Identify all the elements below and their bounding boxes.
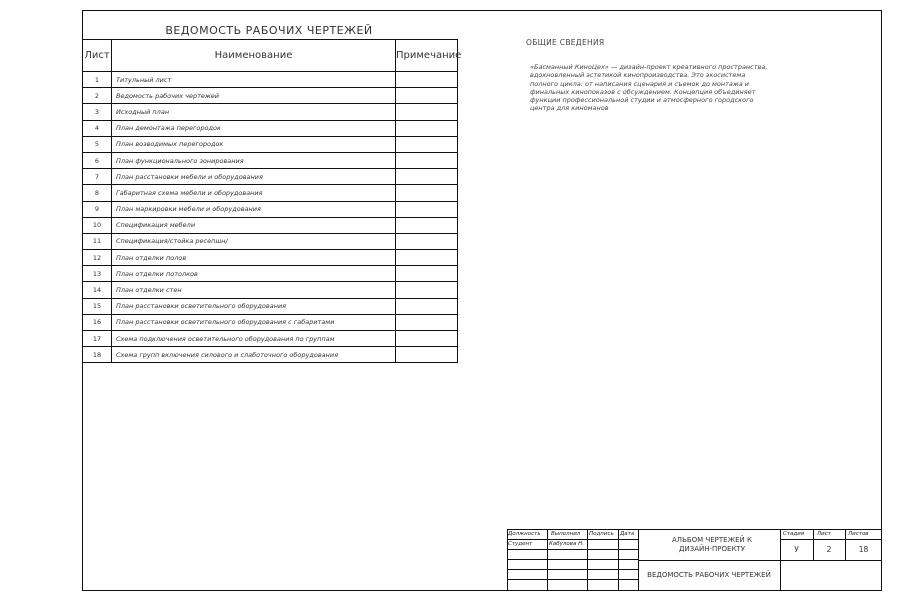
row-drawing-name: План возводимых перегородок xyxy=(112,136,396,152)
row-drawing-name: Ведомость рабочих чертежей xyxy=(112,88,396,104)
column-header-sheet: Лист xyxy=(83,40,112,72)
row-drawing-name: Титульный лист xyxy=(112,72,396,88)
row-drawing-name: Спецификация/стойка ресепшн/ xyxy=(112,233,396,249)
table-row xyxy=(83,298,458,314)
table-row xyxy=(83,347,458,363)
sheets-value: 18 xyxy=(858,545,869,554)
row-note xyxy=(396,266,458,282)
table-row xyxy=(83,104,458,120)
row-sheet-number: 11 xyxy=(83,233,112,249)
header-sheet: Лист xyxy=(817,531,831,537)
table-row xyxy=(83,120,458,136)
row-sheet-number: 6 xyxy=(83,152,112,168)
row-sheet-number: 17 xyxy=(83,331,112,347)
row-note xyxy=(396,120,458,136)
row-drawing-name: Исходный план xyxy=(112,104,396,120)
grid-line xyxy=(638,560,882,561)
row-note xyxy=(396,72,458,88)
grid-line xyxy=(507,539,638,540)
grid-line xyxy=(780,560,781,591)
table-row xyxy=(83,233,458,249)
row-drawing-name: Габаритная схема мебели и оборудования xyxy=(112,185,396,201)
row-sheet-number: 9 xyxy=(83,201,112,217)
row-drawing-name: План маркировки мебели и оборудования xyxy=(112,201,396,217)
row-sheet-number: 14 xyxy=(83,282,112,298)
row-sheet-number: 18 xyxy=(83,347,112,363)
row-drawing-name: План демонтажа перегородок xyxy=(112,120,396,136)
row-drawing-name: План отделки потолков xyxy=(112,266,396,282)
row-sheet-number: 7 xyxy=(83,169,112,185)
row-note xyxy=(396,347,458,363)
row-note xyxy=(396,331,458,347)
row-note xyxy=(396,298,458,314)
header-performed: Выполнил xyxy=(551,531,581,537)
sheet-name: ВЕДОМОСТЬ РАБОЧИХ ЧЕРТЕЖЕЙ xyxy=(647,571,771,579)
table-row xyxy=(83,169,458,185)
grid-line xyxy=(507,549,638,550)
general-info-heading: ОБЩИЕ СВЕДЕНИЯ xyxy=(526,38,605,47)
row-drawing-name: План расстановки мебели и оборудования xyxy=(112,169,396,185)
table-row xyxy=(83,136,458,152)
grid-line xyxy=(507,559,638,560)
row-sheet-number: 8 xyxy=(83,185,112,201)
table-row xyxy=(83,266,458,282)
row-sheet-number: 3 xyxy=(83,104,112,120)
row-drawing-name: Схема подключения осветительного оборудования по группам xyxy=(112,331,396,347)
column-header-note: Примечание xyxy=(396,40,458,72)
row-note xyxy=(396,314,458,330)
title-block-border xyxy=(507,529,882,530)
table-row xyxy=(83,152,458,168)
row-note xyxy=(396,104,458,120)
table-row xyxy=(83,201,458,217)
row-note xyxy=(396,282,458,298)
sheet-value: 2 xyxy=(826,545,832,554)
header-sheets: Листов xyxy=(848,531,869,537)
row-drawing-name: План отделки полов xyxy=(112,250,396,266)
header-signature: Подпись xyxy=(589,531,614,537)
table-row xyxy=(83,72,458,88)
table-header-row xyxy=(83,40,458,72)
table-row xyxy=(83,331,458,347)
row-sheet-number: 15 xyxy=(83,298,112,314)
row-drawing-name: Спецификация мебели xyxy=(112,217,396,233)
row-sheet-number: 1 xyxy=(83,72,112,88)
drawings-list-table xyxy=(82,39,462,363)
row-note xyxy=(396,152,458,168)
person-role: Студент xyxy=(508,541,533,547)
row-note xyxy=(396,233,458,249)
row-sheet-number: 13 xyxy=(83,266,112,282)
column-header-name: Наименование xyxy=(112,40,396,72)
row-drawing-name: План расстановки осветительного оборудования xyxy=(112,298,396,314)
table-row xyxy=(83,185,458,201)
row-note xyxy=(396,169,458,185)
row-note xyxy=(396,88,458,104)
table-row xyxy=(83,282,458,298)
stage-value: У xyxy=(794,545,799,554)
table-row xyxy=(83,88,458,104)
header-stage: Стадия xyxy=(783,531,805,537)
row-sheet-number: 2 xyxy=(83,88,112,104)
row-drawing-name: План функционального зонирования xyxy=(112,152,396,168)
title-block xyxy=(507,529,882,591)
row-note xyxy=(396,136,458,152)
row-note xyxy=(396,185,458,201)
row-drawing-name: Схема групп включения силового и слаботочного оборудования xyxy=(112,347,396,363)
grid-line xyxy=(507,579,638,580)
table-row xyxy=(83,314,458,330)
row-sheet-number: 5 xyxy=(83,136,112,152)
row-drawing-name: План расстановки осветительного оборудования с габаритами xyxy=(112,314,396,330)
header-date: Дата xyxy=(620,531,635,537)
general-info-text: «Басманный КиноЦех» — дизайн-проект креативного пространства, вдохновленный эстетикой кинопроизводства. Это экосистема полного цикла: от написания сценария и съемок до монтажа и финальных кинопоказов с обсуждением. Концепция объединяет функции профессиональной студии и атмосферного городского центра для киноманов xyxy=(530,63,768,113)
row-note xyxy=(396,217,458,233)
row-sheet-number: 12 xyxy=(83,250,112,266)
grid-line xyxy=(780,539,882,540)
table-row xyxy=(83,250,458,266)
row-sheet-number: 4 xyxy=(83,120,112,136)
row-sheet-number: 10 xyxy=(83,217,112,233)
album-title: АЛЬБОМ ЧЕРТЕЖЕЙ К ДИЗАЙН-ПРОЕКТУ xyxy=(672,536,752,553)
row-drawing-name: План отделки стен xyxy=(112,282,396,298)
grid-line xyxy=(507,569,638,570)
row-note xyxy=(396,201,458,217)
header-position: Должность xyxy=(508,531,541,537)
row-note xyxy=(396,250,458,266)
table-row xyxy=(83,217,458,233)
row-sheet-number: 16 xyxy=(83,314,112,330)
sheet-list-title: ВЕДОМОСТЬ РАБОЧИХ ЧЕРТЕЖЕЙ xyxy=(165,24,373,37)
person-name: Кабулова Н. xyxy=(549,541,585,547)
